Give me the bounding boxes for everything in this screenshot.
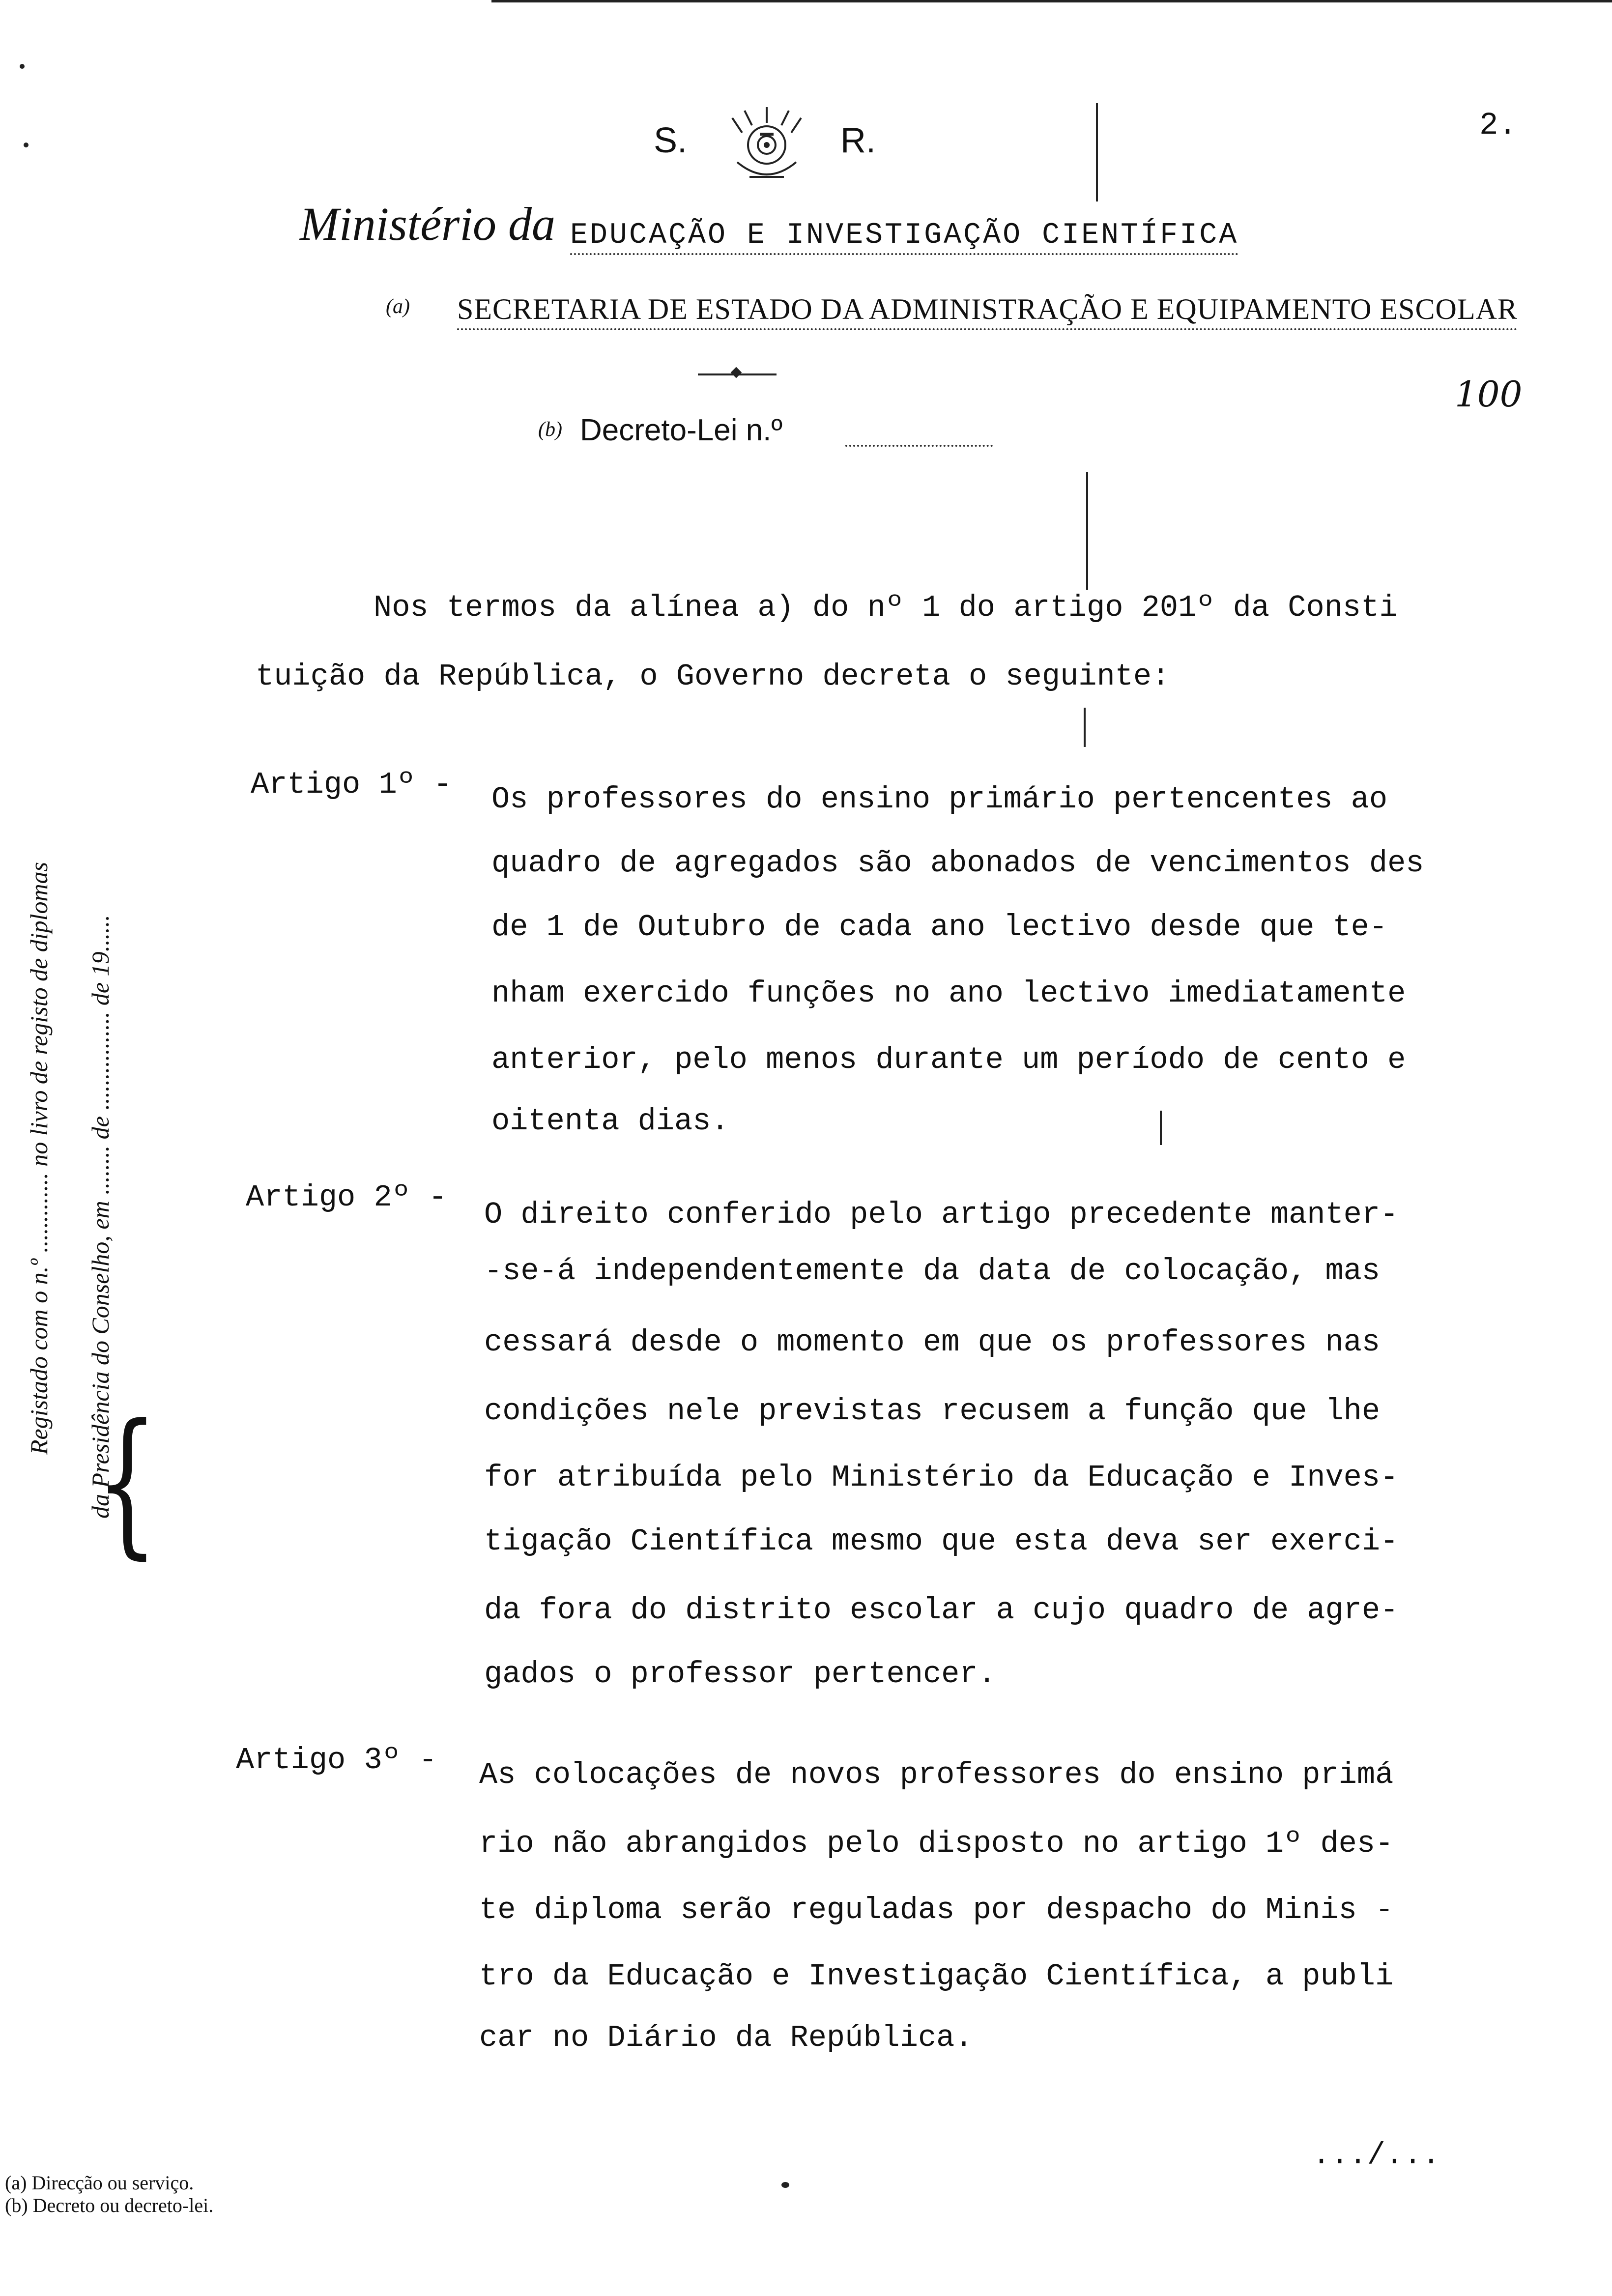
article-text-line: O direito conferido pelo artigo precedente manter- [484, 1197, 1399, 1232]
margin-brace: { [96, 1391, 159, 1574]
margin-vertical-mark [1160, 1111, 1162, 1145]
article-text-line: anterior, pelo menos durante um período de cento e [491, 1042, 1406, 1077]
article-text-line: cessará desde o momento em que os professores nas [484, 1325, 1381, 1360]
footnote-a: (a) Direcção ou serviço. [5, 2172, 194, 2194]
article-text-line: gados o professor pertencer. [484, 1657, 996, 1692]
article-text-line: for atribuída pelo Ministério da Educação e Inves- [484, 1460, 1399, 1495]
article-text-line: condições nele previstas recusem a função que lhe [484, 1394, 1381, 1429]
secretariat-name: SECRETARIA DE ESTADO DA ADMINISTRAÇÃO E EQUIPAMENTO ESCOLAR [457, 292, 1518, 330]
article-text-line: oitenta dias. [491, 1104, 729, 1139]
article-label: Artigo 2º - [246, 1180, 447, 1215]
preamble-line: tuição da República, o Governo decreta o seguinte: [256, 659, 1170, 694]
footnote-a-marker: (a) [386, 295, 410, 318]
ministry-name: EDUCAÇÃO E INVESTIGAÇÃO CIENTÍFICA [570, 219, 1238, 255]
handwritten-note: 100 [1455, 373, 1523, 415]
footnote-b: (b) Decreto ou decreto-lei. [5, 2194, 214, 2216]
preamble-line: Nos termos da alínea a) do nº 1 do artigo 201º da Consti [374, 590, 1398, 625]
header-s-letter: S. [654, 121, 688, 160]
coat-of-arms-emblem [722, 103, 811, 187]
decree-label: Decreto-Lei n.º [580, 413, 783, 447]
margin-vertical-mark [1096, 103, 1098, 201]
page-number: 2. [1479, 108, 1517, 144]
article-text-line: de 1 de Outubro de cada ano lectivo desde que te- [491, 910, 1388, 945]
article-text-line: As colocações de novos professores do ensino primá [479, 1757, 1394, 1792]
divider-diamond [731, 367, 742, 378]
page-mark-dot [24, 143, 29, 147]
article-text-line: te diploma serão reguladas por despacho do Minis - [479, 1893, 1394, 1927]
article-label: Artigo 1º - [251, 767, 452, 802]
article-text-line: quadro de agregados são abonados de vencimentos des [491, 846, 1424, 881]
decree-number-blank [845, 445, 993, 447]
article-text-line: da fora do distrito escolar a cujo quadro de agre- [484, 1593, 1399, 1628]
side-registration-text: Registado com o n.º ............. no livro de registo de diplomas [25, 861, 53, 1455]
page-mark-dot [20, 64, 25, 69]
article-text-line: nham exercido funções no ano lectivo imediatamente [491, 976, 1406, 1011]
side-council-text: da Presidência do Conselho, em ........ de ................ de 19...... [86, 915, 114, 1519]
continuation-mark: .../... [1312, 2138, 1440, 2173]
page-mark-dot [781, 2182, 789, 2188]
article-label: Artigo 3º - [236, 1743, 437, 1778]
article-text-line: -se-á independentemente da data de colocação, mas [484, 1254, 1381, 1289]
top-edge-rule [491, 0, 1612, 2]
ministry-label: Ministério da [300, 198, 555, 250]
article-text-line: tigação Científica mesmo que esta deva ser exerci- [484, 1524, 1399, 1559]
margin-vertical-mark [1084, 708, 1086, 747]
article-text-line: Os professores do ensino primário pertencentes ao [491, 782, 1388, 817]
margin-vertical-mark [1086, 472, 1088, 590]
header-r-letter: R. [840, 121, 876, 160]
article-text-line: car no Diário da República. [479, 2020, 973, 2055]
article-text-line: tro da Educação e Investigação Científica, a publi [479, 1959, 1394, 1994]
article-text-line: rio não abrangidos pelo disposto no artigo 1º des- [479, 1826, 1394, 1861]
footnote-b-marker: (b) [538, 418, 562, 441]
